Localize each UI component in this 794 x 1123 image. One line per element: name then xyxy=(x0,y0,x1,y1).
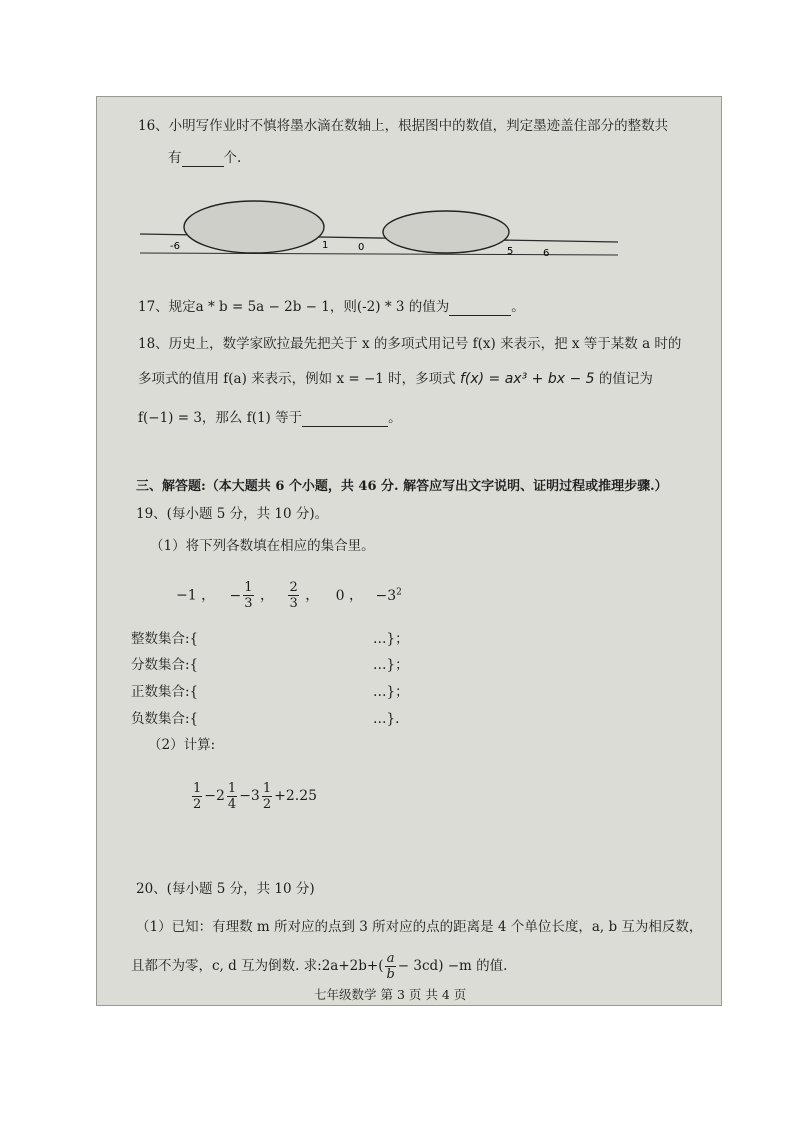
num-neg-third-fraction xyxy=(243,580,253,611)
power-base: −3 xyxy=(375,587,397,604)
q18-line2-b: 的值记为 xyxy=(598,371,653,387)
num-neg-three-squared xyxy=(375,588,401,604)
num-neg1: −1 xyxy=(176,587,197,604)
q16-answer-blank xyxy=(182,166,224,167)
q18-line3-end: 。 xyxy=(388,410,402,426)
q18-line1: 18、历史上，数学家欧拉最先把关于 x 的多项式用记号 f(x) 来表示，把 x 等于某数 a 时的 xyxy=(138,336,682,352)
set-integers xyxy=(131,630,409,648)
page-footer: 七年级数学 第 3 页 共 4 页 xyxy=(314,987,467,1002)
q19-title: 19、(每小题 5 分，共 10 分)。 xyxy=(136,506,329,522)
q20-title: 20、(每小题 5 分，共 10 分) xyxy=(136,881,315,897)
set-end: …}； xyxy=(373,684,409,700)
q17 xyxy=(138,298,525,316)
set-fractions xyxy=(131,656,409,674)
set-label: 整数集合:{ xyxy=(131,631,199,647)
q17-answer-blank xyxy=(449,315,511,316)
calc-frac-a xyxy=(192,781,202,812)
mixed-fraction xyxy=(227,781,237,812)
power-exponent: 2 xyxy=(396,587,402,597)
mixed-whole: −2 xyxy=(204,788,225,804)
q16-line2-pre: 有 xyxy=(168,150,182,166)
q20-line2-b: − 3cd) −m 的值. xyxy=(397,958,508,974)
set-end: …}； xyxy=(373,657,409,673)
sep-2: ， xyxy=(260,587,275,604)
set-negatives xyxy=(131,710,400,728)
num-zero: 0 xyxy=(335,587,345,604)
q16-line1: 16、小明写作业时不慎将墨水滴在数轴上，根据图中的数值，判定墨迹盖住部分的整数共 xyxy=(138,118,669,134)
frac-numerator: 1 xyxy=(193,780,202,796)
number-line-figure xyxy=(132,196,622,266)
calc-mixed-b xyxy=(204,774,239,818)
num-neg-third-sign: − xyxy=(229,587,242,604)
q20-frac-a-over-b xyxy=(385,951,395,982)
tick-label-0: 0 xyxy=(358,242,365,253)
set-label: 分数集合:{ xyxy=(131,657,199,673)
ink-blot-left xyxy=(184,201,324,253)
tick-label-5: 5 xyxy=(507,246,514,257)
frac-denominator: 4 xyxy=(227,796,237,812)
frac-numerator: a xyxy=(386,951,395,966)
sep-1: ， xyxy=(201,587,216,604)
q17-end: 。 xyxy=(511,299,525,315)
q18-line2 xyxy=(138,370,653,388)
sep-4: ， xyxy=(349,587,364,604)
frac-denominator: b xyxy=(386,967,395,982)
set-end: …}； xyxy=(373,631,409,647)
calc-mixed-c xyxy=(239,774,274,818)
q16-line2-post: 个. xyxy=(223,150,242,166)
mixed-fraction xyxy=(262,781,272,812)
q20-line2-a: 且都不为零，c, d 互为倒数. 求:2a+2b+( xyxy=(131,958,384,974)
q20-line2 xyxy=(131,946,507,986)
set-end: …}. xyxy=(373,711,400,727)
frac-denominator: 3 xyxy=(289,596,298,612)
q19-part1: （1）将下列各数填在相应的集合里。 xyxy=(150,538,375,554)
tick-label-1: 1 xyxy=(322,240,329,251)
num-two-thirds-fraction xyxy=(288,580,298,611)
ink-blot-right xyxy=(383,211,509,253)
frac-numerator: 1 xyxy=(262,780,272,796)
q16-line2 xyxy=(168,149,241,167)
sep-3: ， xyxy=(305,587,320,604)
q19-numbers xyxy=(176,572,402,616)
q17-text: 17、规定a * b = 5a − 2b − 1，则(-2) * 3 的值为 xyxy=(138,299,450,315)
q20-line1: （1）已知：有理数 m 所对应的点到 3 所对应的点的距离是 4 个单位长度，a, b 互为相反数， xyxy=(136,919,703,935)
frac-numerator: 2 xyxy=(289,580,298,596)
q18-polynomial: f(x) = ax³ + bx − 5 xyxy=(459,371,595,387)
tick-label-6: 6 xyxy=(543,248,550,259)
frac-numerator: 1 xyxy=(227,780,237,796)
q18-line3 xyxy=(138,409,402,427)
mixed-whole: −3 xyxy=(239,788,260,804)
calc-plus: +2.25 xyxy=(274,788,318,804)
frac-denominator: 3 xyxy=(244,596,253,612)
q19-calc-expression xyxy=(190,774,317,818)
q18-line3-a: f(−1) = 3，那么 f(1) 等于 xyxy=(138,410,303,426)
set-label: 负数集合:{ xyxy=(131,711,199,727)
set-positives xyxy=(131,683,409,701)
frac-denominator: 2 xyxy=(193,796,202,812)
frac-numerator: 1 xyxy=(244,580,253,596)
q18-line2-a: 多项式的值用 f(a) 来表示，例如 x = −1 时，多项式 xyxy=(138,371,456,387)
tick-label-neg6: -6 xyxy=(170,241,180,252)
q18-answer-blank xyxy=(302,426,388,427)
frac-denominator: 2 xyxy=(262,796,272,812)
q19-part2: （2）计算: xyxy=(148,737,216,753)
set-label: 正数集合:{ xyxy=(131,684,199,700)
section3-heading: 三、解答题:（本大题共 6 个小题，共 46 分. 解答应写出文字说明、证明过程或推理步骤.） xyxy=(136,479,668,494)
